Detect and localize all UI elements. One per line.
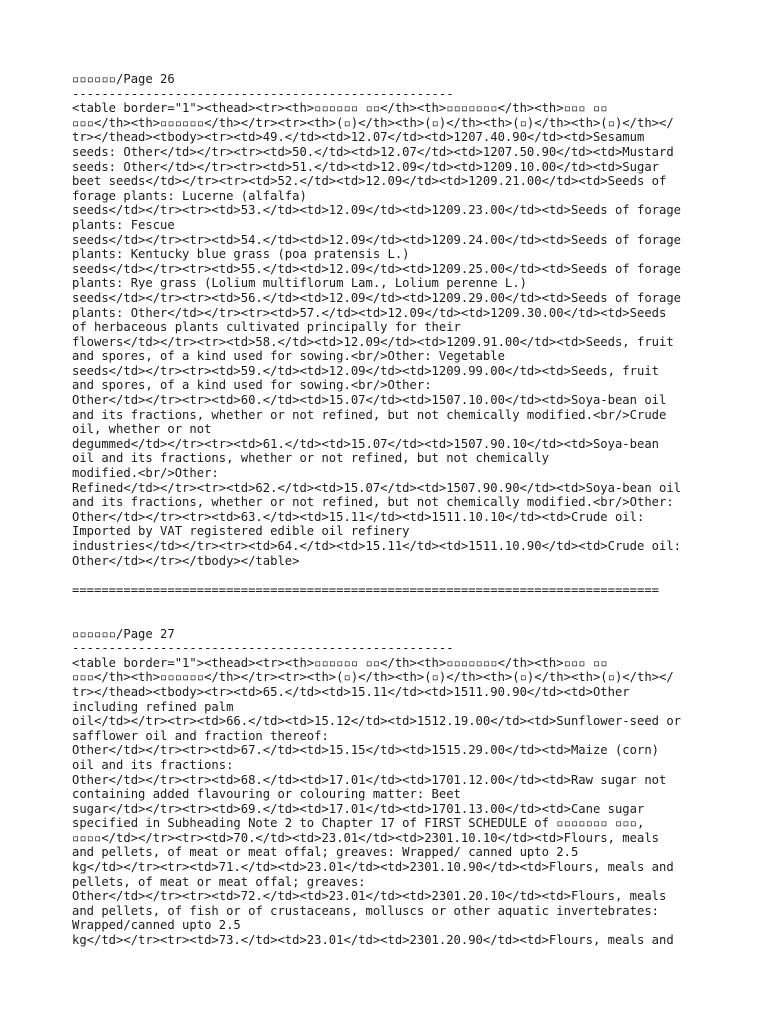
text-line: <table border="1"><thead><tr><th>▫▫▫▫▫▫ ▫▫</th><th>▫▫▫▫▫▫▫</th><th>▫▫▫ ▫▫ bbox=[72, 655, 608, 670]
text-line: Refined</td></tr><tr><td>62.</td><td>15.07</td><td>1507.90.90</td><td>Soya-bean oil bbox=[72, 480, 682, 495]
text-line: seeds</td></tr><tr><td>55.</td><td>12.09</td><td>1209.25.00</td><td>Seeds of forage bbox=[72, 261, 682, 276]
text-line: oil and its fractions, whether or not refined, but not chemically bbox=[72, 451, 549, 466]
section-divider: ---------------------------------------------------- bbox=[72, 641, 454, 656]
text-line: sugar</td></tr><tr><td>69.</td><td>17.01</td><td>1701.13.00</td><td>Cane sugar bbox=[72, 801, 645, 816]
text-line: kg</td></tr><tr><td>73.</td><td>23.01</td><td>2301.20.90</td><td>Flours, meals and bbox=[72, 933, 674, 948]
page-header: ▫▫▫▫▫▫/Page 26 bbox=[72, 72, 175, 86]
page-section-26 bbox=[72, 72, 712, 568]
text-line: seeds</td></tr><tr><td>56.</td><td>12.09</td><td>1209.29.00</td><td>Seeds of forage bbox=[72, 290, 682, 305]
text-line: flowers</td></tr><tr><td>58.</td><td>12.09</td><td>1209.91.00</td><td>Seeds, fruit bbox=[72, 334, 674, 349]
text-line: and its fractions, whether or not refined, but not chemically modified.<br/>Crude bbox=[72, 407, 667, 422]
text-line: Other</td></tr></tbody></table> bbox=[72, 553, 300, 568]
text-line: modified.<br/>Other: bbox=[72, 466, 219, 481]
text-line: kg</td></tr><tr><td>71.</td><td>23.01</td><td>2301.10.90</td><td>Flours, meals and bbox=[72, 860, 674, 875]
text-line: of herbaceous plants cultivated principally for their bbox=[72, 320, 461, 335]
text-line: degummed</td></tr><tr><td>61.</td><td>15.07</td><td>1507.90.10</td><td>Soya-bean bbox=[72, 436, 659, 451]
text-line: <table border="1"><thead><tr><th>▫▫▫▫▫▫ ▫▫</th><th>▫▫▫▫▫▫▫</th><th>▫▫▫ ▫▫ bbox=[72, 101, 608, 116]
text-line: seeds</td></tr><tr><td>54.</td><td>12.09</td><td>1209.24.00</td><td>Seeds of forage bbox=[72, 232, 682, 247]
text-line: oil</td></tr><tr><td>66.</td><td>15.12</td><td>1512.19.00</td><td>Sunflower-seed or bbox=[72, 714, 682, 729]
text-line: ▫▫▫</th><th>▫▫▫▫▫▫</th></tr><tr><th>(▫)</th><th>(▫)</th><th>(▫)</th><th>(▫)</th></ bbox=[72, 670, 674, 685]
text-line: seeds</td></tr><tr><td>59.</td><td>12.09</td><td>1209.99.00</td><td>Seeds, fruit bbox=[72, 363, 659, 378]
text-line: forage plants: Lucerne (alfalfa) bbox=[72, 188, 307, 203]
document-page bbox=[72, 72, 712, 948]
text-line: industries</td></tr><tr><td>64.</td><td>15.11</td><td>1511.10.90</td><td>Crude oil: bbox=[72, 539, 682, 553]
text-line: containing added flavouring or colouring matter: Beet bbox=[72, 787, 461, 802]
text-line: Other</td></tr><tr><td>72.</td><td>23.01</td><td>2301.20.10</td><td>Flours, meals bbox=[72, 889, 667, 904]
text-line: Other</td></tr><tr><td>67.</td><td>15.15</td><td>1515.29.00</td><td>Maize (corn) bbox=[72, 743, 659, 758]
page-section-27 bbox=[72, 627, 712, 948]
text-line: Imported by VAT registered edible oil refinery bbox=[72, 524, 410, 539]
text-line: ▫▫▫</th><th>▫▫▫▫▫▫</th></tr><tr><th>(▫)</th><th>(▫)</th><th>(▫)</th><th>(▫)</th></ bbox=[72, 115, 674, 130]
text-line: and pellets, of fish or of crustaceans, molluscs or other aquatic invertebrates: bbox=[72, 903, 659, 918]
text-line: Other</td></tr><tr><td>63.</td><td>15.11</td><td>1511.10.10</td><td>Crude oil: bbox=[72, 509, 645, 524]
text-line: plants: Fescue bbox=[72, 217, 175, 232]
text-line: seeds</td></tr><tr><td>53.</td><td>12.09</td><td>1209.23.00</td><td>Seeds of forage bbox=[72, 203, 682, 218]
text-line: plants: Rye grass (Lolium multiflorum Lam., Lolium perenne L.) bbox=[72, 276, 527, 291]
text-line: ▫▫▫▫</td></tr><tr><td>70.</td><td>23.01</td><td>2301.10.10</td><td>Flours, meals bbox=[72, 830, 659, 845]
text-line: Other</td></tr><tr><td>60.</td><td>15.07</td><td>1507.10.00</td><td>Soya-bean oil bbox=[72, 393, 667, 408]
text-line: Wrapped/canned upto 2.5 bbox=[72, 918, 241, 933]
page-body-lines bbox=[72, 656, 712, 948]
text-line: oil, whether or not bbox=[72, 422, 212, 437]
text-line: tr></thead><tbody><tr><td>49.</td><td>12.07</td><td>1207.40.90</td><td>Sesamum bbox=[72, 130, 645, 145]
text-line: including refined palm bbox=[72, 699, 234, 714]
text-line: beet seeds</td></tr><tr><td>52.</td><td>12.09</td><td>1209.21.00</td><td>Seeds of bbox=[72, 174, 667, 189]
text-line: pellets, of meat or meat offal; greaves: bbox=[72, 874, 366, 889]
text-line: Other</td></tr><tr><td>68.</td><td>17.01</td><td>1701.12.00</td><td>Raw sugar not bbox=[72, 772, 667, 787]
page-header: ▫▫▫▫▫▫/Page 27 bbox=[72, 626, 175, 641]
text-line: and spores, of a kind used for sowing.<br/>Other: Vegetable bbox=[72, 349, 505, 364]
page-body-lines bbox=[72, 101, 712, 568]
text-line: and its fractions, whether or not refined, but not chemically modified.<br/>Other: bbox=[72, 495, 674, 510]
text-line: plants: Kentucky blue grass (poa pratensis L.) bbox=[72, 247, 410, 262]
text-line: specified in Subheading Note 2 to Chapter 17 of FIRST SCHEDULE of ▫▫▫▫▫▫▫ ▫▫▫, bbox=[72, 816, 645, 831]
section-divider: ---------------------------------------------------- bbox=[72, 86, 454, 101]
text-line: seeds: Other</td></tr><tr><td>50.</td><td>12.07</td><td>1207.50.90</td><td>Mustard bbox=[72, 144, 674, 159]
text-line: plants: Other</td></tr><tr><td>57.</td><td>12.09</td><td>1209.30.00</td><td>Seeds bbox=[72, 305, 667, 320]
text-line: safflower oil and fraction thereof: bbox=[72, 728, 329, 743]
text-line: oil and its fractions: bbox=[72, 757, 234, 772]
text-line: tr></thead><tbody><tr><td>65.</td><td>15.11</td><td>1511.90.90</td><td>Other bbox=[72, 684, 630, 699]
text-line: seeds: Other</td></tr><tr><td>51.</td><td>12.09</td><td>1209.10.00</td><td>Sugar bbox=[72, 159, 659, 174]
page-separator: ================================================================================ bbox=[72, 582, 659, 597]
text-line: and spores, of a kind used for sowing.<br/>Other: bbox=[72, 378, 432, 393]
text-line: and pellets, of meat or meat offal; greaves: Wrapped/ canned upto 2.5 bbox=[72, 845, 579, 860]
